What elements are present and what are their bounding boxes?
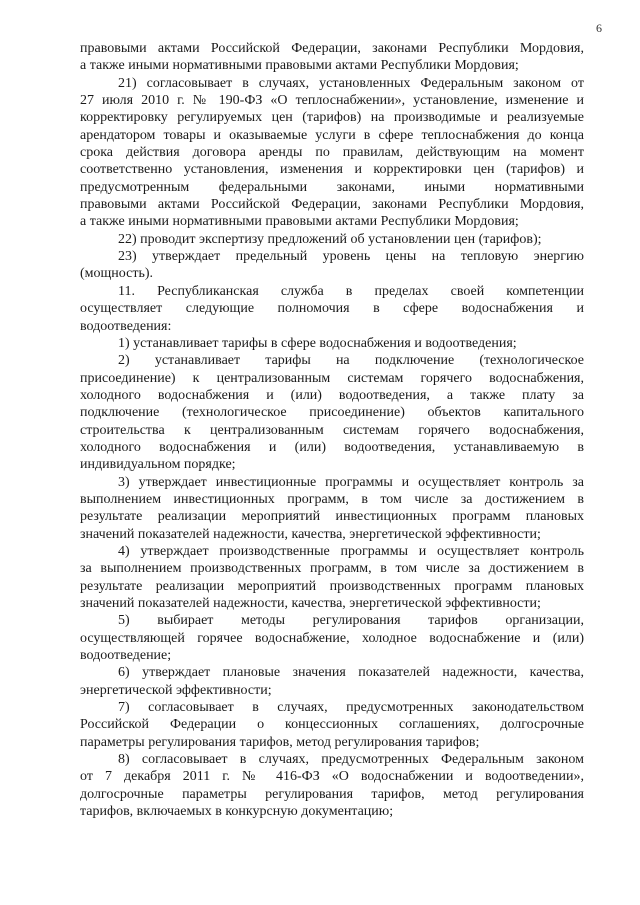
text-line: арендатором товары и оказываемые услуги в сфере теплоснабжения до конца [80, 127, 584, 143]
text-line: предусмотренным федеральными законами, иными нормативными [80, 179, 584, 195]
text-line: а также иными нормативными правовыми актами Республики Мордовия; [80, 58, 519, 74]
text-line: подключение (технологическое присоединение) объектов капитального [80, 405, 584, 421]
text-line: 4) утверждает производственные программы и осуществляет контроль [118, 543, 584, 559]
text-line: результате реализации мероприятий производственных программ плановых [80, 578, 584, 594]
text-line: водоотведение; [80, 648, 172, 664]
document-text [80, 40, 584, 820]
text-line: за выполнением производственных программ, в том числе за достижением в [80, 561, 584, 577]
text-line: значений показателей надежности, качества, энергетической эффективности; [80, 596, 541, 611]
text-line: параметры регулирования тарифов, метод регулирования тарифов; [80, 734, 480, 750]
text-line: выполнением инвестиционных программ, в том числе за достижением в [80, 491, 584, 507]
page-number: 6 [596, 21, 602, 35]
text-line: присоединение) к централизованным системам горячего водоснабжения, [80, 370, 584, 386]
text-line: холодного водоснабжения и (или) водоотведения, устанавливаемую в [80, 439, 584, 455]
text-line: индивидуальном порядке; [80, 457, 236, 473]
text-line: Российской Федерации о концессионных соглашениях, долгосрочные [80, 717, 584, 733]
text-line: холодного водоснабжения и (или) водоотведения, а также плату за [80, 387, 584, 403]
text-line: правовыми актами Российской Федерации, законами Республики Мордовия, [80, 197, 584, 213]
text-line: корректировку регулируемых цен (тарифов) на производимые и реализуемые [80, 110, 584, 126]
text-line: 2) устанавливает тарифы на подключение (технологическое [118, 353, 584, 369]
text-line: осуществляющей горячее водоснабжение, холодное водоснабжение и (или) [80, 630, 584, 646]
text-line: 22) проводит экспертизу предложений об установлении цен (тарифов); [118, 231, 542, 247]
text-line: результате реализации мероприятий инвестиционных программ плановых [80, 509, 584, 525]
text-line: 8) согласовывает в случаях, предусмотренных Федеральным законом [118, 752, 584, 768]
text-line: правовыми актами Российской Федерации, законами Республики Мордовия, [80, 41, 584, 56]
text-line: значений показателей надежности, качества, энергетической эффективности; [80, 526, 541, 542]
text-line: 1) устанавливает тарифы в сфере водоснабжения и водоотведения; [118, 335, 517, 351]
text-line: (мощность). [80, 266, 154, 282]
text-line: долгосрочные параметры регулирования тарифов, метод регулирования [80, 786, 584, 802]
text-line: срока действия договора аренды по правилам, действующим на момент [80, 145, 584, 161]
text-line: 27 июля 2010 г. № 190-ФЗ «О теплоснабжении», установление, изменение и [80, 93, 584, 109]
text-line: соответственно установления, изменения и корректировки цен (тарифов) и [80, 162, 584, 178]
text-line: от 7 декабря 2011 г. № 416-ФЗ «О водоснабжении и водоотведении», [80, 769, 584, 785]
text-line: 7) согласовывает в случаях, предусмотренных законодательством [118, 700, 584, 716]
text-line: а также иными нормативными правовыми актами Республики Мордовия; [80, 214, 519, 230]
text-line: энергетической эффективности; [80, 682, 272, 698]
text-line: строительства к централизованным системам горячего водоснабжения, [80, 422, 584, 438]
text-line: водоотведения: [80, 318, 172, 334]
text-line: 21) согласовывает в случаях, установленных Федеральным законом от [118, 75, 584, 91]
text-line: 3) утверждает инвестиционные программы и осуществляет контроль за [118, 474, 584, 490]
text-line: 23) утверждает предельный уровень цены на тепловую энергию [118, 249, 584, 265]
text-line: 5) выбирает методы регулирования тарифов организации, [118, 613, 584, 629]
text-line: 11. Республиканская служба в пределах своей компетенции [118, 283, 584, 299]
text-line: осуществляет следующие полномочия в сфере водоснабжения и [80, 301, 584, 317]
text-line: 6) утверждает плановые значения показателей надежности, качества, [118, 665, 584, 681]
text-line: тарифов, включаемых в конкурсную документацию; [80, 804, 394, 820]
